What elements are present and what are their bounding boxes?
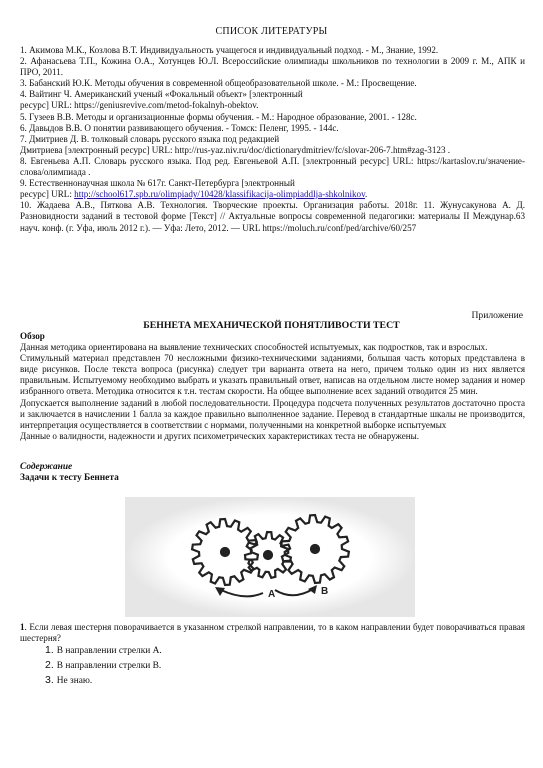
reference-item: 5. Гузеев В.В. Методы и организационные формы обучения. - М.: Народное образование, 2001. - 128с.: [20, 111, 417, 122]
tasks-heading: Задачи к тесту Беннета: [20, 473, 119, 484]
paragraph: Стимульный материал представлен 70 несложными физико-техническими заданиями, большая часть которых представлена в виде рисунков. После текста вопроса (рисунка) следует три варианта ответа на него, причем только один из них является правильным. Испытуемому необходимо выбрать и указать правильный ответ, написав на отдельном листе номер задания и номер избранного ответа. Методика относится к т.н. тестам скорости. На общее выполнение всех заданий отводится 25 мин.: [20, 353, 525, 397]
paragraph: Данная методика ориентирована на выявление технических способностей испытуемых, как подростков, так и взрослых.: [20, 342, 488, 353]
references-title: СПИСОК ЛИТЕРАТУРЫ: [215, 26, 328, 37]
reference-item: 8. Евгеньева А.П. Словарь русского языка. Под ред. Евгеньевой А.П. [электронный ресурс] URL: https://kartaslov.ru/значение-слова/олимпиада .: [20, 155, 525, 178]
reference-item-9-url: [20, 189, 525, 200]
test-title: БЕННЕТА МЕХАНИЧЕСКОЙ ПОНЯТЛИВОСТИ ТЕСТ: [143, 320, 400, 331]
reference-url-prefix: ресурс] URL:: [20, 189, 75, 200]
reference-url-suffix: .: [365, 189, 368, 200]
question-number: 1: [20, 622, 25, 632]
reference-item: ресурс] URL: https://geniusrevive.com/metod-fokalnyh-obektov.: [20, 100, 259, 111]
reference-item: 2. Афанасьева Т.П., Кожина О.А., Хотунцев Ю.Л. Всероссийские олимпиады школьников по технологии в 2009 г. М., АПК и ПРО, 2011.: [20, 56, 525, 78]
label-b: B: [321, 586, 329, 597]
answer-option[interactable]: [45, 658, 162, 673]
contents-heading: Содержание: [20, 462, 73, 472]
contents-block: [20, 462, 119, 485]
middle-gear-hub: [264, 551, 272, 559]
paragraph: Допускается выполнение заданий в любой последовательности. Процедура подсчета полученных результатов достаточно проста и заключается в начислении 1 балла за каждое правильно выполненное задание. Перевод в стандартные шкалы не производится, интерпретация осуществляется в соответствии с нормами, полученными на конкретной выборке испытуемых: [20, 397, 525, 430]
reference-item: 1. Акимова М.К., Козлова В.Т. Индивидуальность учащегося и индивидуальный подход. - М., Знание, 1992.: [20, 45, 439, 55]
overview-heading: Обзор: [20, 331, 45, 341]
test-description: [20, 331, 525, 442]
reference-item: 4. Вайтинг Ч. Американский ученый «Фокальный объект» [электронный: [20, 89, 303, 100]
option-text: В направлении стрелки В.: [56, 661, 162, 671]
gears-figure: [125, 497, 415, 617]
appendix-label: Приложение: [471, 310, 523, 321]
option-number: 1.: [45, 644, 54, 656]
question-text: . Если левая шестерня поворачивается в указанном стрелкой направлении, то в каком направлении будет поворачиваться правая шестерня?: [20, 622, 525, 644]
reference-item: 3. Бабанский Ю.К. Методы обучения в современной общеобразовательной школе. - М.: Просвещение.: [20, 78, 417, 89]
paragraph: Данные о валидности, надежности и других психометрических характеристиках теста не обнаружены.: [20, 430, 420, 441]
answer-options: [45, 643, 162, 688]
left-gear-hub: [221, 548, 229, 556]
answer-option[interactable]: [45, 643, 162, 658]
reference-link[interactable]: http://school617.spb.ru/olimpiady/10428/klassifikacija-olimpiaddlja-shkolnikov: [74, 189, 366, 200]
option-number: 3.: [45, 674, 54, 686]
reference-item: 9. Естественнонаучная школа № 617г. Санкт-Петербурга [электронный: [20, 178, 295, 189]
right-gear-hub: [311, 545, 319, 553]
reference-item: 10. Жадаева А.В., Пяткова А.В. Технология. Творческие проекты. Организация работы. 2018г. 11. Жунусакунова А. Д. Разновидности заданий в тестовой форме [Текст] // Актуальные вопросы современной педагогики: материалы II Междунар.63 науч. конф. (г. Уфа, июль 2012 г.). — Уфа: Лето, 2012. — URL https://moluch.ru/conf/ped/archive/60/257: [20, 200, 525, 233]
reference-item: Дмитриева [электронный ресурс] URL: http://rus-yaz.niv.ru/doc/dictionarydmitriev/fc/slovar-206-7.htm#zag-3123 .: [20, 144, 451, 155]
references-list: [20, 45, 525, 234]
option-number: 2.: [45, 659, 54, 671]
option-text: В направлении стрелки А.: [56, 646, 162, 656]
answer-option[interactable]: [45, 673, 162, 688]
question-1: [20, 622, 525, 644]
option-text: Не знаю.: [56, 676, 93, 686]
label-a: A: [268, 589, 276, 600]
reference-item: 6. Давыдов В.В. О понятии развивающего обучения. - Томск: Пеленг, 1995. - 144с.: [20, 122, 339, 133]
reference-item: 7. Дмитриев Д. В. толковый словарь русского языка под редакцией: [20, 133, 280, 144]
